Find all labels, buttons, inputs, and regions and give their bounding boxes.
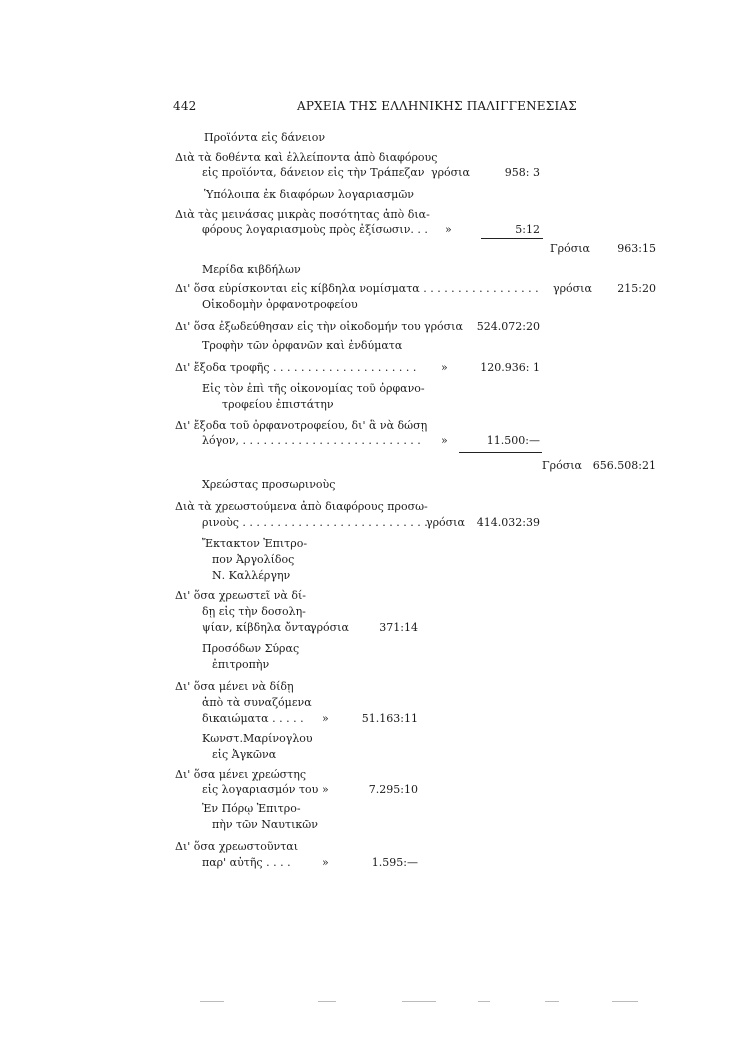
- total-amount: 963:15: [617, 242, 656, 255]
- sub-heading: Ν. Καλλέργην: [212, 569, 291, 582]
- sub-heading: Ἐν Πόρῳ Ἐπιτρο-: [202, 802, 301, 815]
- entry-text: ρινοὺς . . . . . . . . . . . . . . . . . . . . . . . . . . .: [202, 516, 428, 529]
- entry-text: εἰς λογαριασμόν του: [202, 783, 319, 796]
- scan-artifact: [402, 1001, 436, 1002]
- sub-heading: ἐπιτροπὴν: [212, 658, 270, 671]
- entry-text: λόγον, . . . . . . . . . . . . . . . . . . . . . . . . . .: [202, 434, 421, 447]
- entry-text: Δι' ὅσα μένει χρεώστης: [175, 768, 307, 781]
- amount: 5:12: [515, 223, 540, 236]
- entry-text: παρ' αὐτῆς . . . .: [202, 856, 291, 869]
- entry-text: Δι' ὅσα χρεωστοῦνται: [175, 840, 299, 853]
- section-heading: Μερίδα κιβδήλων: [202, 263, 301, 276]
- currency-label: γρόσια: [424, 320, 463, 333]
- section-heading: Τροφὴν τῶν ὀρφανῶν καὶ ἐνδύματα: [202, 339, 403, 352]
- running-title: ΑΡΧΕΙΑ ΤΗΣ ΕΛΛΗΝΙΚΗΣ ΠΑΛΙΓΓΕΝΕΣΙΑΣ: [297, 99, 577, 113]
- sub-heading: πὴν τῶν Ναυτικῶν: [212, 818, 318, 831]
- page-number: 442: [173, 99, 197, 113]
- amount: 414.032:39: [476, 516, 540, 529]
- entry-text: Διὰ τὰ δοθέντα καὶ ἐλλείποντα ἀπὸ διαφόρους: [175, 151, 438, 164]
- amount: 215:20: [617, 282, 656, 295]
- total-amount: 656.508:21: [592, 459, 656, 472]
- sum-rule: [459, 452, 542, 453]
- amount: 11.500:—: [486, 434, 540, 447]
- entry-text: Διὰ τὰς μεινάσας μικρὰς ποσότητας ἀπὸ δια-: [175, 208, 430, 221]
- sub-heading: Ἔκτακτον Ἐπιτρο-: [202, 537, 308, 550]
- amount: 371:14: [379, 621, 418, 634]
- scan-artifact: [318, 1001, 336, 1002]
- entry-text: Δι' ἔξοδα τροφῆς . . . . . . . . . . . . . . . . . . . . .: [175, 361, 417, 374]
- sum-rule: [481, 238, 543, 239]
- total-label: Γρόσια: [550, 242, 590, 255]
- scan-artifact: [545, 1001, 559, 1002]
- entry-text: Δι' ἔξοδα τοῦ ὀρφανοτροφείου, δι' ἃ νὰ δώσῃ: [175, 419, 428, 432]
- entry-text: δῃ εἰς τὴν δοσολη-: [202, 605, 306, 618]
- sub-heading: πον Ἀργολίδος: [212, 553, 295, 566]
- entry-text: δικαιώματα . . . . .: [202, 712, 304, 725]
- amount: 1.595:—: [371, 856, 418, 869]
- entry-text: Δι' ὅσα ἐξωδεύθησαν εἰς τὴν οἰκοδομήν του: [175, 320, 421, 333]
- ditto-mark: »: [322, 856, 329, 869]
- sub-heading: εἰς Ἀγκῶνα: [212, 748, 277, 761]
- amount: 120.936: 1: [480, 361, 540, 374]
- section-heading: Χρεώστας προσωρινοὺς: [202, 478, 336, 491]
- ditto-mark: »: [322, 712, 329, 725]
- currency-label: γρόσια: [431, 166, 470, 179]
- section-heading: Προϊόντα εἰς δάνειον: [204, 131, 326, 144]
- currency-label: γρόσια: [553, 282, 592, 295]
- section-heading: τροφείου ἐπιστάτην: [222, 398, 334, 411]
- entry-text: εἰς προϊόντα, δάνειον εἰς τὴν Τράπεζαν: [202, 166, 425, 179]
- scan-artifact: [200, 1001, 224, 1002]
- section-heading: Εἰς τὸν ἐπὶ τῆς οἰκονομίας τοῦ ὀρφανο-: [202, 382, 425, 395]
- entry-text: φόρους λογαριασμοὺς πρὸς ἐξίσωσιν. . .: [202, 223, 428, 236]
- entry-text: ψίαν, κίβδηλα ὄντα,: [202, 621, 316, 634]
- entry-text: Δι' ὅσα εὑρίσκονται εἰς κίβδηλα νομίσματα . . . . . . . . . . . . . . . . .: [175, 282, 539, 295]
- amount: 524.072:20: [476, 320, 540, 333]
- currency-label: γρόσια: [310, 621, 349, 634]
- entry-text: ἀπὸ τὰ συναζόμενα: [202, 696, 312, 709]
- currency-label: γρόσια: [426, 516, 465, 529]
- sub-heading: Κωνστ.Μαρίνογλου: [202, 732, 313, 745]
- sub-heading: Προσόδων Σύρας: [202, 642, 300, 655]
- section-heading: Ὑπόλοιπα ἐκ διαφόρων λογαριασμῶν: [204, 188, 414, 201]
- entry-text: Δι' ὅσα μένει νὰ δίδῃ: [175, 680, 294, 693]
- ditto-mark: »: [322, 783, 329, 796]
- entry-text: Δι' ὅσα χρεωστεῖ νὰ δί-: [175, 589, 307, 602]
- amount: 51.163:11: [361, 712, 418, 725]
- amount: 958: 3: [504, 166, 540, 179]
- entry-text: Διὰ τὰ χρεωστούμενα ἀπὸ διαφόρους προσω-: [175, 500, 428, 513]
- scan-artifact: [612, 1001, 638, 1002]
- amount: 7.295:10: [368, 783, 418, 796]
- section-heading: Οἰκοδομὴν ὀρφανοτροφείου: [202, 298, 358, 311]
- ditto-mark: »: [441, 361, 448, 374]
- scan-artifact: [478, 1001, 490, 1002]
- ditto-mark: »: [445, 223, 452, 236]
- total-label: Γρόσια: [542, 459, 582, 472]
- ditto-mark: »: [441, 434, 448, 447]
